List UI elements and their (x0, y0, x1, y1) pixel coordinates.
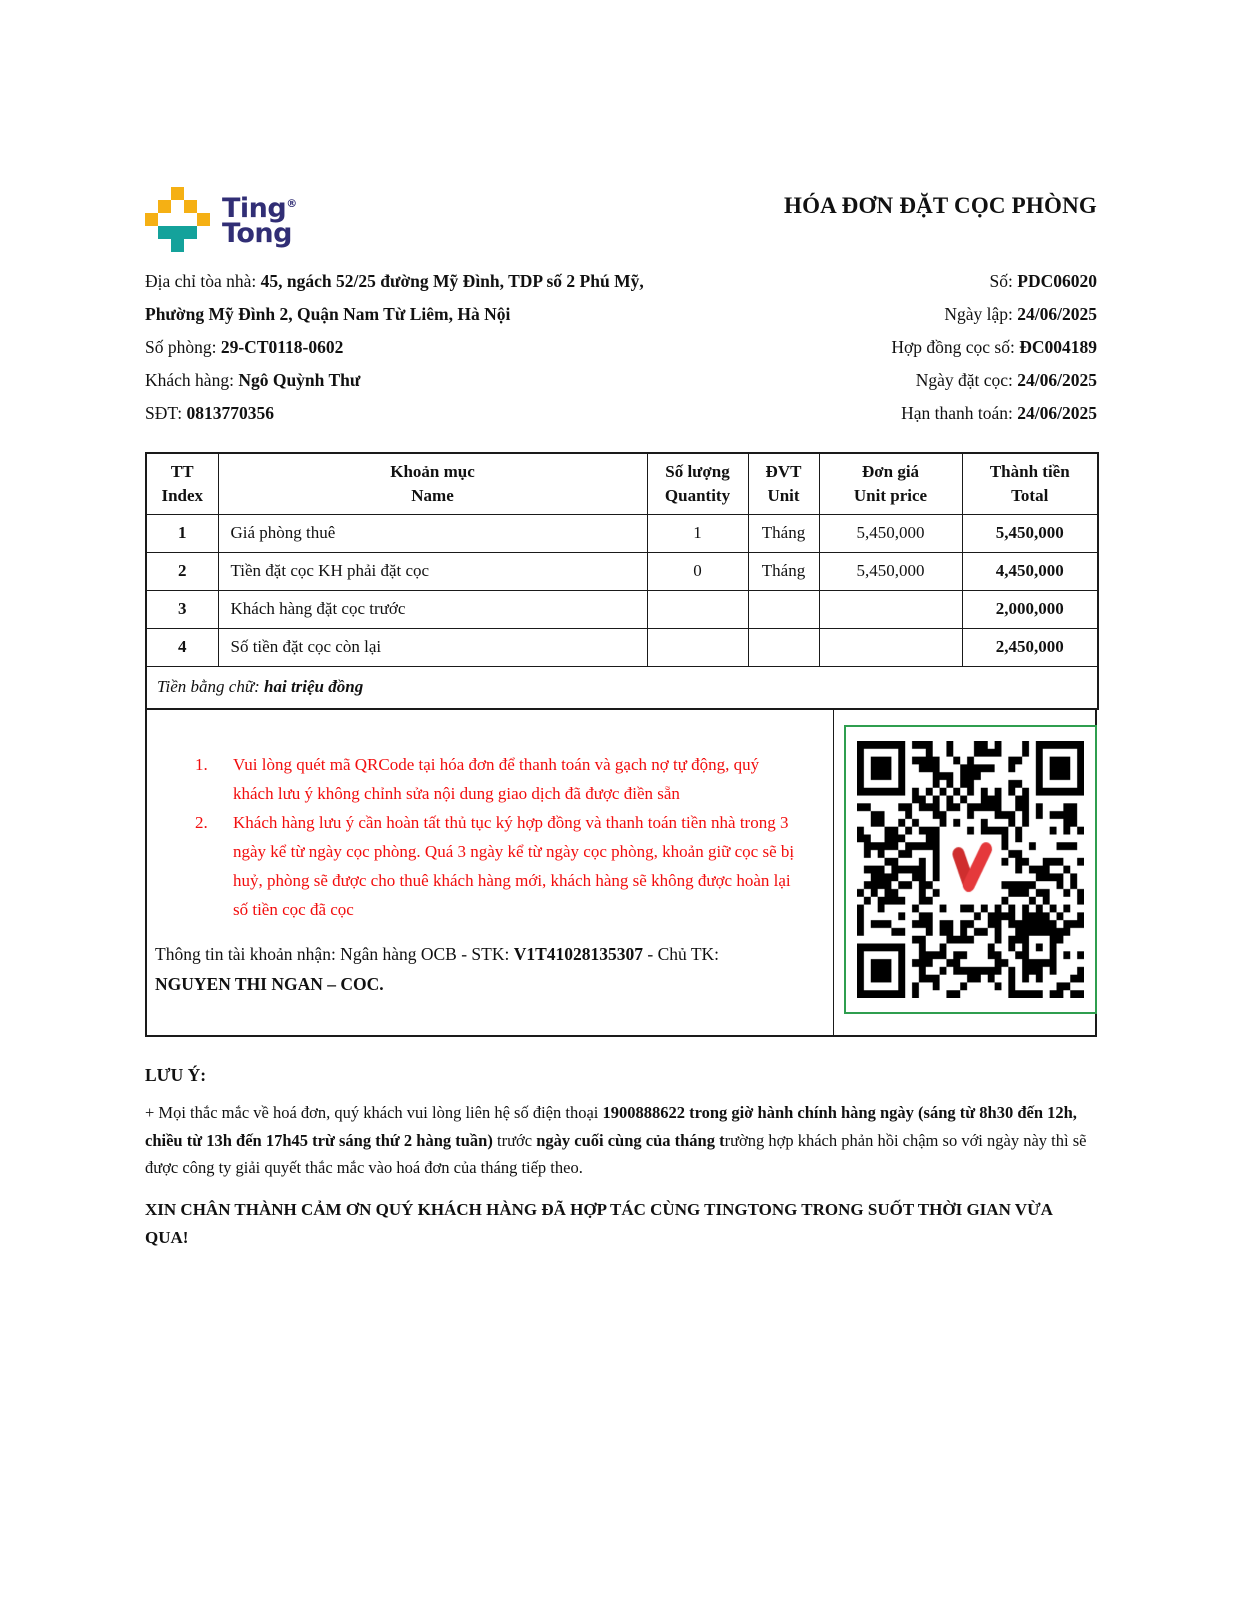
table-cell (647, 590, 748, 628)
header-en: Unit price (853, 485, 928, 505)
info-line (145, 397, 650, 430)
footer-notes (145, 1065, 1097, 1252)
info-label: Địa chỉ tòa nhà: (145, 271, 261, 291)
note-number: 1. (195, 755, 208, 774)
logo-wordmark (222, 191, 297, 249)
customer-info-block (145, 265, 650, 430)
payment-notes-box (145, 710, 1097, 1037)
info-line (891, 364, 1097, 397)
column-header (819, 453, 962, 514)
table-row (146, 628, 1098, 666)
invoice-meta-block (891, 265, 1097, 430)
info-value: ĐC004189 (1019, 337, 1097, 357)
text-segment: + Mọi thắc mắc về hoá đơn, quý khách vui lòng liên hệ số điện thoại (145, 1103, 603, 1122)
table-cell: 4 (146, 628, 218, 666)
amount-in-words-row (146, 666, 1098, 709)
invoice-info (145, 265, 1097, 430)
text-segment: rường hợp khách phản hồi chậm so với ngày này thì sẽ được công ty giải quyết thắc mắc vào hoá đơn của tháng tiếp theo. (145, 1130, 1087, 1177)
info-line (145, 364, 650, 397)
text-segment: 1900888622 trong giờ hành chính hàng ngày (sáng từ 8h30 đến 12h, chiều từ 13h đến 17h45 trừ sáng thứ 2 hàng tuần) (145, 1103, 1077, 1150)
table-cell: 5,450,000 (819, 552, 962, 590)
table-cell: Số tiền đặt cọc còn lại (218, 628, 647, 666)
payment-qr-code (857, 741, 1084, 998)
info-line (145, 265, 650, 331)
info-label: Số phòng: (145, 337, 221, 357)
header-vi: Đơn giá (861, 461, 920, 481)
qr-frame (844, 725, 1097, 1014)
table-cell: 2,000,000 (962, 590, 1098, 628)
logo-line1: Ting (222, 193, 287, 224)
table-body (146, 514, 1098, 666)
header-vi: Số lượng (665, 461, 730, 481)
header-en: Index (161, 485, 204, 505)
info-value: 45, ngách 52/25 đường Mỹ Đình, TDP số 2 Phú Mỹ, Phường Mỹ Đình 2, Quận Nam Từ Liêm, Hà Nội (145, 271, 644, 324)
text-segment: NGUYEN THI NGAN – COC. (155, 974, 384, 994)
text-segment: ngày cuối cùng của tháng t (536, 1130, 725, 1150)
table-cell (819, 590, 962, 628)
table-cell (748, 590, 819, 628)
invoice-document (145, 185, 1097, 1252)
header-en: Name (411, 485, 454, 505)
info-value: 0813770356 (186, 403, 274, 423)
closing-line: XIN CHÂN THÀNH CẢM ƠN QUÝ KHÁCH HÀNG ĐÃ HỢP TÁC CÙNG TINGTONG TRONG SUỐT THỜI GIAN VỪA QUA! (145, 1199, 1052, 1247)
info-label: Hạn thanh toán: (901, 403, 1018, 423)
header-vi: Khoản mục (390, 461, 475, 481)
table-cell: Tháng (748, 514, 819, 552)
table-cell: 1 (647, 514, 748, 552)
amount-in-words-value: hai triệu đồng (264, 677, 364, 697)
footer-paragraph (145, 1099, 1097, 1182)
footer-heading: LƯU Ý: (145, 1065, 207, 1085)
header-vi: ĐVT (765, 461, 802, 481)
qr-pane (834, 710, 1095, 1035)
table-row (146, 590, 1098, 628)
red-notes-list (155, 750, 833, 924)
table-header-row (146, 453, 1098, 514)
table-cell: 2 (146, 552, 218, 590)
info-value: 24/06/2025 (1017, 370, 1097, 390)
invoice-items-table (145, 452, 1099, 710)
text-segment: Thông tin tài khoản nhận: Ngân hàng OCB - STK: (155, 944, 514, 964)
table-cell: Giá phòng thuê (218, 514, 647, 552)
info-value: 24/06/2025 (1017, 304, 1097, 324)
note-item (155, 750, 833, 808)
note-text: Vui lòng quét mã QRCode tại hóa đơn để thanh toán và gạch nợ tự động, quý khách lưu ý không chỉnh sửa nội dung giao dịch đã được điền sẵn (233, 755, 760, 803)
info-value: Ngô Quỳnh Thư (238, 370, 361, 390)
column-header (962, 453, 1098, 514)
info-value: 24/06/2025 (1017, 403, 1097, 423)
table-cell: 1 (146, 514, 218, 552)
table-cell (819, 628, 962, 666)
notes-pane (147, 710, 834, 1035)
table-cell: 5,450,000 (819, 514, 962, 552)
info-label: Ngày đặt cọc: (915, 370, 1018, 390)
info-line (891, 298, 1097, 331)
header-vi: TT (170, 461, 194, 481)
bank-account-info (155, 939, 833, 999)
registered-mark: ® (286, 197, 297, 210)
note-item (155, 808, 833, 924)
info-value: PDC06020 (1017, 271, 1097, 291)
table-cell: 4,450,000 (962, 552, 1098, 590)
note-text: Khách hàng lưu ý cần hoàn tất thủ tục ký hợp đồng và thanh toán tiền nhà trong 3 ngày kể từ ngày cọc phòng. Quá 3 ngày kể từ ngày cọc phòng, khoản giữ cọc sẽ bị huỷ, phòng sẽ được cho thuê khách hàng mới, khách hàng sẽ không được hoàn lại số tiền cọc đã cọc (233, 813, 795, 919)
table-row (146, 552, 1098, 590)
info-label: Khách hàng: (145, 370, 239, 390)
info-line (891, 397, 1097, 430)
tingtong-logo-icon (145, 187, 210, 252)
header (145, 185, 1097, 252)
tingtong-logo (145, 185, 297, 252)
header-vi: Thành tiền (989, 461, 1070, 481)
column-header (647, 453, 748, 514)
table-cell (748, 628, 819, 666)
table-cell: 2,450,000 (962, 628, 1098, 666)
column-header (218, 453, 647, 514)
header-en: Unit (767, 485, 800, 505)
info-label: Số: (989, 271, 1018, 291)
info-line (891, 265, 1097, 298)
info-line (891, 331, 1097, 364)
amount-in-words-label: Tiền bằng chữ: (157, 677, 265, 697)
info-label: Hợp đồng cọc số: (891, 337, 1020, 357)
info-line (145, 331, 650, 364)
table-cell: Khách hàng đặt cọc trước (218, 590, 647, 628)
text-segment: - Chủ TK: (643, 944, 720, 964)
logo-line2: Tong (222, 218, 292, 249)
header-en: Quantity (664, 485, 731, 505)
text-segment: trước (492, 1130, 537, 1150)
table-cell: 0 (647, 552, 748, 590)
table-cell: 5,450,000 (962, 514, 1098, 552)
info-value: 29-CT0118-0602 (220, 337, 344, 357)
text-segment: V1T41028135307 (513, 944, 644, 964)
column-header (748, 453, 819, 514)
table-row (146, 514, 1098, 552)
table-cell (647, 628, 748, 666)
info-label: SĐT: (145, 403, 187, 423)
note-number: 2. (195, 813, 208, 832)
table-cell: 3 (146, 590, 218, 628)
column-header (146, 453, 218, 514)
table-cell: Tiền đặt cọc KH phải đặt cọc (218, 552, 647, 590)
table-cell: Tháng (748, 552, 819, 590)
info-label: Ngày lập: (944, 304, 1018, 324)
page-title: HÓA ĐƠN ĐẶT CỌC PHÒNG (783, 193, 1097, 218)
header-en: Total (1011, 485, 1049, 505)
